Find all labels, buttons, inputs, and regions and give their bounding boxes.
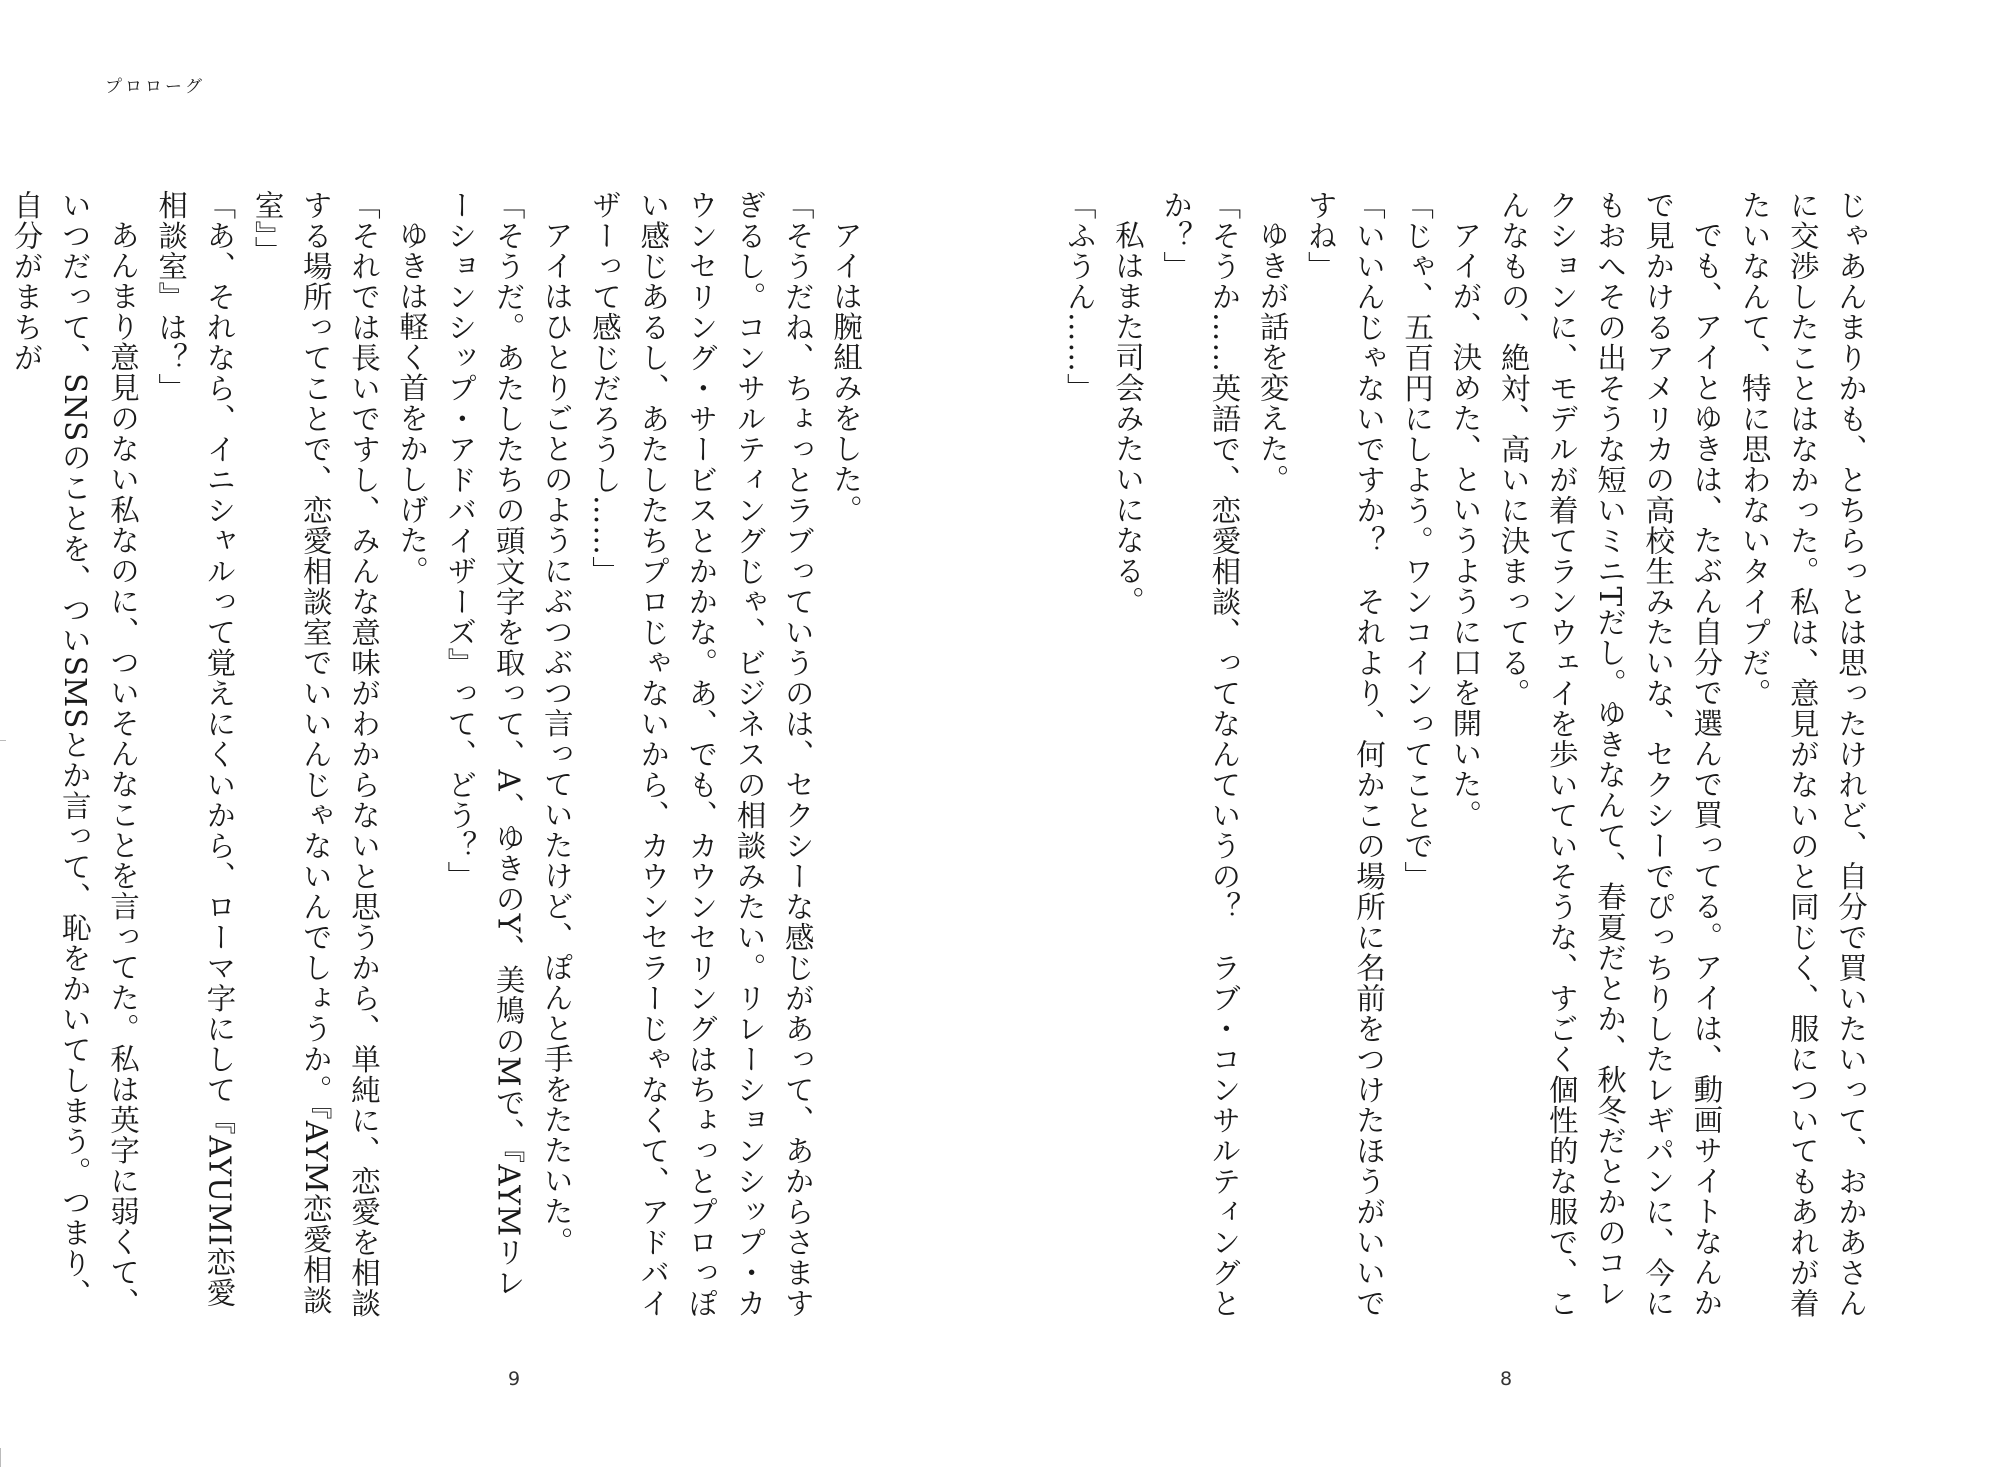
- dialogue: 「そうか……英語で、恋愛相談、ってなんていうの？ ラブ・コンサルティングとか？」: [1159, 190, 1242, 1319]
- page-right: [1062, 190, 1875, 1320]
- paragraph: ゆきは軽く首をかしげた。: [395, 219, 430, 586]
- paragraph: でも、アイとゆきは、たぶん自分で選んで買ってる。アイは、動画サイトなんかで見かけるアメリカの高校生みたいな、セクシーでぴっちりしたレギパンに、今にもおへその出そうな短いミニTだし。ゆきなんて、春夏だとか、秋冬だとかのコレクションに、モデルが着てランウェイを歩いていそうな、すごく個性的な服で、こんなもの、絶対、高いに決まってる。: [1496, 190, 1724, 1319]
- dialogue: 「あ、それなら、イニシャルって覚えにくいから、ローマ字にして『AYUMI恋愛相談室』は？」: [154, 190, 237, 1308]
- paragraph: アイは腕組みをした。: [829, 219, 863, 525]
- dialogue: 「そうだ。あたしたちの頭文字を取って、A、ゆきのY、美鳩のMで、『AYMリレーションシップ・アドバイザーズ』って、どう？」: [443, 190, 526, 1299]
- paragraph: じゃあんまりかも、とちらっとは思ったけれど、自分で買いたいって、おかあさんに交渉したことはなかった。私は、意見がないのと同じく、服についてもあれが着たいなんて、特に思わないタイプだ。: [1737, 190, 1868, 1319]
- dialogue: 「そうだね、ちょっとラブっていうのは、セクシーな感じがあって、あからさますぎるし。コンサルティングじゃ、ビジネスの相談みたい。リレーションシップ・カウンセリング・サービスとかかな。あ、でも、カウンセリングはちょっとプロっぽい感じあるし、あたしたちプロじゃないから、カウンセラーじゃなくて、アドバイザーって感じだろうし……」: [587, 190, 815, 1319]
- crop-mark: [0, 1448, 1, 1467]
- dialogue: 「それでは長いですし、みんな意味がわからないと思うから、単純に、恋愛を相談する場所ってことで、恋愛相談室でいいんじゃないんでしょうか。『AYM恋愛相談室』」: [250, 190, 381, 1319]
- paragraph: アイはひとりごとのようにぶつぶつ言っていたけど、ぽんと手をたたいた。: [539, 219, 574, 1257]
- body-text-left: [9, 190, 870, 1320]
- dialogue: 「いいんじゃないですか？ それより、何かこの場所に名前をつけたほうがいいですね」: [1303, 190, 1386, 1319]
- dialogue: 「ふうん……」: [1062, 190, 1097, 404]
- running-head: プロローグ: [105, 77, 205, 97]
- paragraph: 私はまた司会みたいになる。: [1110, 219, 1145, 616]
- dialogue: 「じゃ、五百円にしよう。ワンコインってことで」: [1400, 190, 1435, 892]
- paragraph: ゆきが話を変えた。: [1255, 219, 1290, 494]
- page-left: [9, 190, 870, 1320]
- paragraph: あんまり意見のない私なのに、ついそんなことを言ってた。私は英字に弱くて、いつだって、SNSのことを、ついSMSとか言って、恥をかいてしまう。つまり、自分がまちが: [9, 190, 140, 1318]
- page-number-left: 9: [508, 1368, 521, 1390]
- crop-mark: [0, 740, 6, 741]
- paragraph: アイが、決めた、というように口を開いた。: [1448, 219, 1483, 830]
- page-number-right: 8: [1500, 1368, 1513, 1390]
- body-text-right: [1062, 190, 1875, 1320]
